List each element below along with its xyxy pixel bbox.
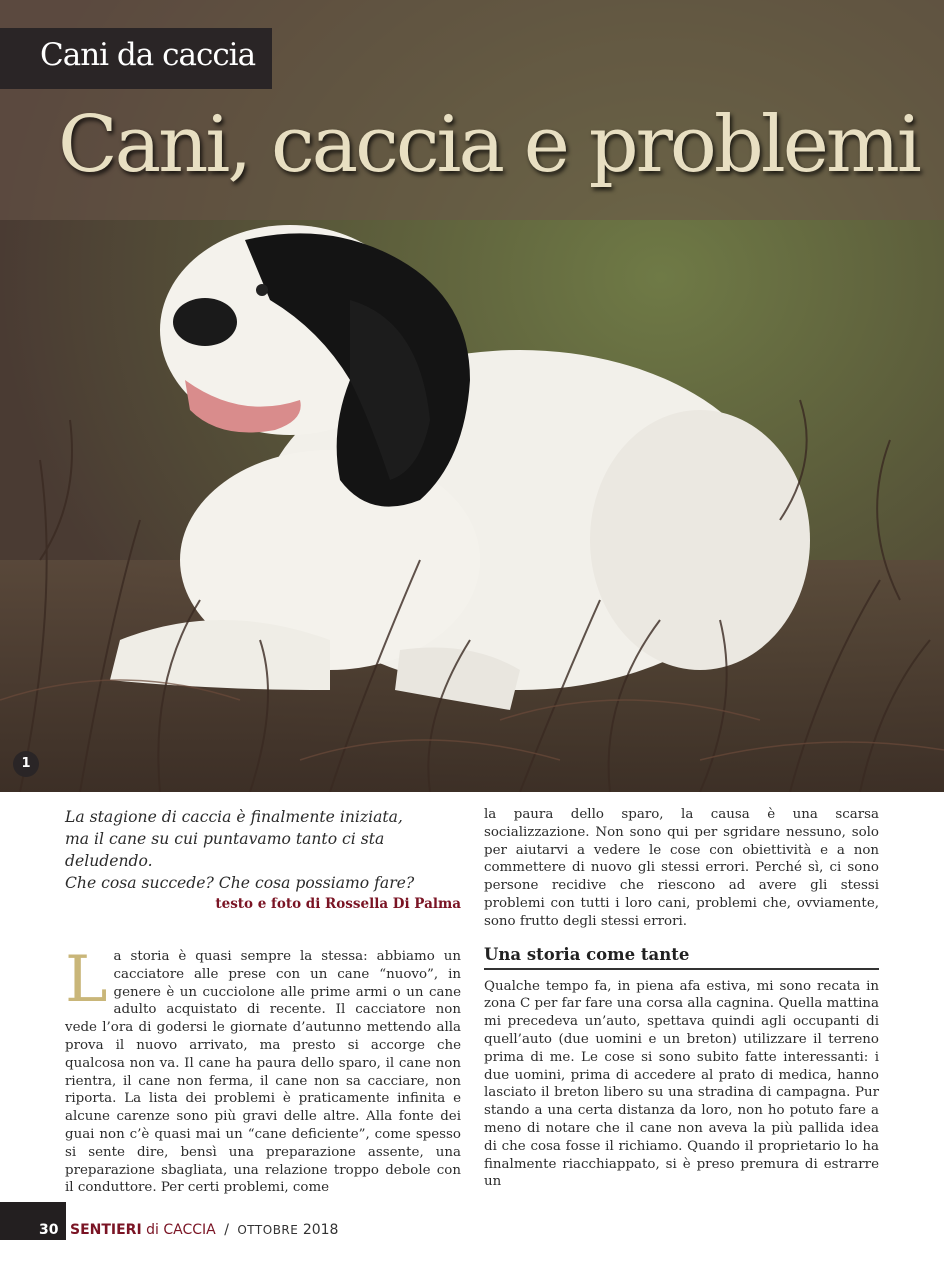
byline: testo e foto di Rossella Di Palma — [215, 896, 461, 912]
intro-text: a storia è quasi sempre la stessa: abbiamo un cacciatore alle prese con un cane “nuovo”, in genere è un cucciolone alle prime armi o un cane adulto acquistato di recente. Il cacciatore non vede l’ora di godersi le giornate d’autunno mettendo alla prova il nuovo arrivato, ma presto si accorge che qualcosa non va. Il cane ha paura dello sparo, il cane non rientra, il cane non ferma, il cane non sa cacciare, non riporta. La lista dei problemi è praticamente infinita e alcune carenze sono più gravi delle altre. Alla fonte dei guai non c’è quasi mai un “cane deficiente”, come spesso si sente dire, bensì una preparazione assente, una preparazione sbagliata, una relazione troppo debole con il conduttore. Per certi problemi, come — [65, 949, 461, 1196]
continued-paragraph: la paura dello sparo, la causa è una scarsa socializzazione. Non sono qui per sgridare nessuno, solo per aiutarvi a vedere le cose con obiettività e a non commettere di nuovo gli stessi errori. Perché sì, ci sono persone recidive che riescono ad avere gli stessi problemi con tutti i loro cani, problemi che, ovviamente, sono frutto degli stessi errori. — [484, 807, 879, 929]
standfirst-line: ma il cane su cui puntavamo tanto ci sta deludendo. — [65, 830, 385, 870]
footer-brand — [70, 1222, 338, 1238]
right-column — [484, 806, 879, 1191]
issue-year: 2018 — [302, 1222, 339, 1238]
issue-month: OTTOBRE — [237, 1223, 299, 1237]
photo-number-badge: 1 — [13, 751, 39, 777]
drop-cap: L — [65, 943, 108, 1017]
footer-separator: / — [224, 1222, 229, 1238]
standfirst — [65, 806, 461, 894]
section-label: Cani da caccia — [40, 37, 256, 73]
standfirst-line: Che cosa succede? Che cosa possiamo fare? — [65, 874, 415, 892]
brand-part2: di CACCIA — [146, 1222, 216, 1238]
section-tab — [0, 28, 272, 89]
headline: Cani, caccia e problemi — [58, 100, 919, 190]
page-number: 30 — [39, 1222, 59, 1238]
left-column — [65, 806, 461, 1197]
intro-paragraph — [65, 943, 461, 1197]
subhead: Una storia come tante — [484, 945, 879, 970]
story-paragraph: Qualche tempo fa, in piena afa estiva, mi sono recata in zona C per far fare una corsa alla cagnina. Quella mattina mi precedeva un’auto, spettava quindi agli occupanti di quell’auto (due uomini e un breton) utilizzare il terreno prima di me. Le cose si sono subito fatte interessanti: i due uomini, prima di accedere al prato di medica, hanno lasciato il breton libero su una stradina di campagna. Pur stando a una certa distanza da loro, non ho potuto fare a meno di notare che il cane non aveva la più pallida idea di che cosa fosse il richiamo. Quando il proprietario lo ha finalmente riacchiappato, si è preso premura di estrarre un — [484, 978, 879, 1190]
standfirst-line: La stagione di caccia è finalmente iniziata, — [65, 808, 403, 826]
brand-part1: SENTIERI — [70, 1222, 142, 1238]
